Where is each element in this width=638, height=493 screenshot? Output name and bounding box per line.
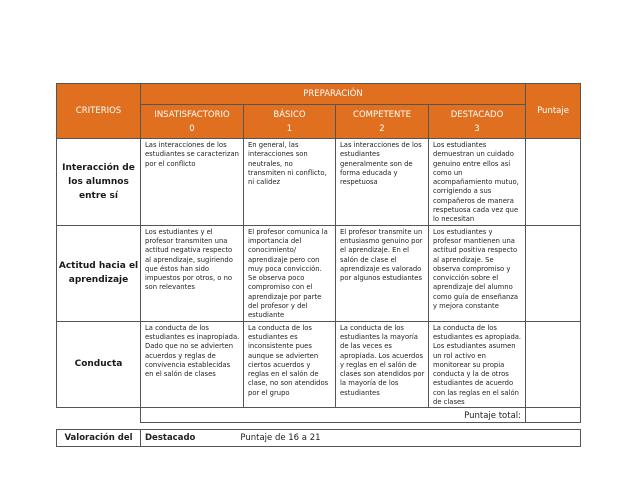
level-score: 2 bbox=[379, 123, 385, 134]
rubric-cell: Los estudiantes demuestran un cuidado genuino entre ellos así como un acompañamiento mutuo, corrigiendo a sus compañeros de manera respetuosa cada vez que lo necesitan bbox=[429, 139, 526, 226]
rubric-cell: El profesor transmite un entusiasmo genuino por el aprendizaje. En el salón de clase el aprendizaje es valorado por algunos estudiantes bbox=[336, 225, 429, 321]
rubric-cell: La conducta de los estudiantes es inconsistente pues aunque se advierten ciertos acuerdos y reglas en el salón de clase, no son atendidos por el grupo bbox=[244, 321, 336, 408]
level-name: BÁSICO bbox=[273, 109, 306, 120]
total-row bbox=[57, 408, 581, 423]
valuation-range: Puntaje de 16 a 21 bbox=[240, 433, 321, 444]
puntaje-header-label: Puntaje bbox=[537, 106, 569, 116]
criterios-header-label: CRITERIOS bbox=[75, 106, 122, 116]
valuation-label: Valoración del bbox=[57, 430, 141, 447]
level-header-destacado bbox=[429, 105, 526, 139]
valuation-row bbox=[57, 430, 581, 447]
criterion-label: Interacción de los alumnos entre sí bbox=[62, 162, 135, 201]
level-header-insatisfactorio bbox=[141, 105, 244, 139]
rubric-cell: Las interacciones de los estudiantes se caracterizan por el conflicto bbox=[141, 139, 244, 226]
criterion-label: Conducta bbox=[74, 359, 123, 370]
rubric-cell: El profesor comunica la importancia del conocimiento/ aprendizaje pero con muy poca convicción. Se observa poco compromiso con el aprendizaje por parte del profesor y del estudiante bbox=[244, 225, 336, 321]
rubric-cell: La conducta de los estudiantes es inapropiada. Dado que no se advierten acuerdos y reglas de convivencia establecidas en el salón de clases bbox=[141, 321, 244, 408]
dimension-header bbox=[141, 84, 526, 105]
level-score: 3 bbox=[474, 123, 480, 134]
table-row bbox=[57, 321, 581, 408]
rubric-cell: La conducta de los estudiantes la mayoría de las veces es apropiada. Los acuerdos y reglas en el salón de clases son atendidos por la mayoría de los estudiantes bbox=[336, 321, 429, 408]
total-score-cell[interactable] bbox=[526, 408, 581, 423]
rubric-cell: Las interacciones de los estudiantes generalmente son de forma educada y respetuosa bbox=[336, 139, 429, 226]
level-name: INSATISFACTORIO bbox=[154, 109, 230, 120]
score-cell[interactable] bbox=[526, 321, 581, 408]
dimension-header-label: PREPARACIÓN bbox=[303, 89, 363, 99]
table-row bbox=[57, 139, 581, 226]
rubric-cell: En general, las interacciones son neutrales, no transmiten ni conflicto, ni calidez bbox=[244, 139, 336, 226]
level-score: 1 bbox=[286, 123, 293, 134]
criterion-interaccion bbox=[57, 139, 141, 226]
criterion-label: Actitud hacia el aprendizaje bbox=[58, 261, 139, 286]
rubric-cell: Los estudiantes y profesor mantienen una actitud positiva respecto al aprendizaje. Se observa compromiso y convicción sobre el aprendizaje del alumno como guía de enseñanza y mejora constante bbox=[429, 225, 526, 321]
rubric-cell: La conducta de los estudiantes es apropiada. Los estudiantes asumen un rol activo en monitorear su propia conducta y la de otros estudiantes de acuerdo con las reglas en el salón de clases bbox=[429, 321, 526, 408]
spacer bbox=[57, 423, 581, 430]
table-row bbox=[57, 225, 581, 321]
valuation-level: Destacado bbox=[145, 433, 196, 444]
score-cell[interactable] bbox=[526, 139, 581, 226]
level-header-competente bbox=[336, 105, 429, 139]
criterios-header bbox=[57, 84, 141, 139]
valuation-value bbox=[141, 430, 581, 447]
spacer-row bbox=[57, 423, 581, 430]
level-name: DESTACADO bbox=[450, 109, 504, 120]
rubric-table bbox=[56, 83, 581, 447]
blank-cell bbox=[57, 408, 141, 423]
level-score: 0 bbox=[189, 123, 195, 134]
rubric-cell: Los estudiantes y el profesor transmiten una actitud negativa respecto al aprendizaje, sugiriendo que éstos han sido impuestos por otros, o no son relevantes bbox=[141, 225, 244, 321]
criterion-conducta bbox=[57, 321, 141, 408]
level-header-basico bbox=[244, 105, 336, 139]
level-name: COMPETENTE bbox=[353, 109, 411, 120]
criterion-actitud bbox=[57, 225, 141, 321]
total-label: Puntaje total: bbox=[141, 408, 526, 423]
puntaje-header bbox=[526, 84, 581, 139]
score-cell[interactable] bbox=[526, 225, 581, 321]
